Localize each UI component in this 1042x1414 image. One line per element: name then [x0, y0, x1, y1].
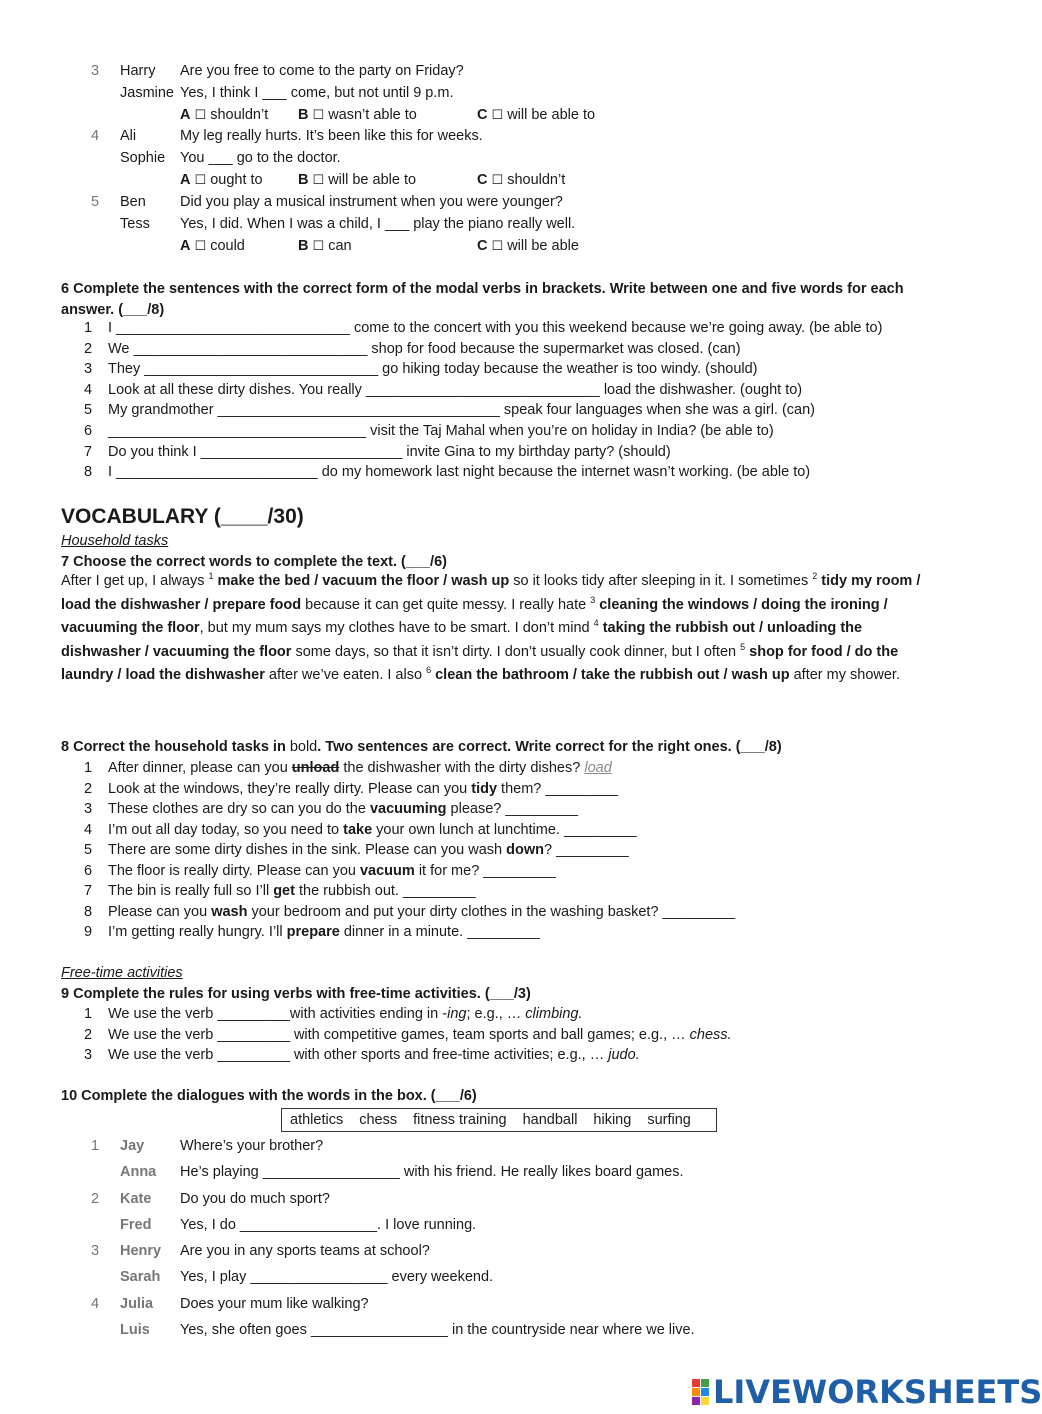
- checkbox-icon[interactable]: ☐: [491, 172, 504, 187]
- checkbox-icon[interactable]: ☐: [312, 107, 325, 122]
- option-letter: B: [298, 107, 309, 123]
- dialogue-number: 4: [91, 1296, 100, 1312]
- dialogue-line[interactable]: Yes, I play _________________ every weekend.: [180, 1269, 494, 1285]
- sentence-end: come to the concert with you this weekend because we’re going away. (be able to): [353, 320, 883, 336]
- item-number: 6: [84, 423, 93, 439]
- sentence-end[interactable]: them? _________: [497, 780, 618, 797]
- dialogue-line[interactable]: Yes, I do _________________. I love running.: [180, 1217, 477, 1233]
- choice-options[interactable]: make the bed / vacuum the floor / wash up: [213, 573, 510, 589]
- bold-task: vacuum: [359, 862, 415, 879]
- bold-task: vacuuming: [369, 801, 447, 817]
- option-text: could: [210, 238, 245, 254]
- word-box-item: chess: [359, 1112, 398, 1128]
- sentence: [108, 822, 637, 838]
- text-segment: after my shower.: [789, 667, 900, 683]
- sentence-end: invite Gina to my birthday party? (should): [406, 443, 671, 460]
- sentence: [108, 924, 540, 940]
- checkbox-icon[interactable]: ☐: [491, 238, 504, 253]
- text-segment: some days, so that it isn’t dirty. I don’t usually cook dinner, but I often: [291, 643, 741, 660]
- item-number: 5: [84, 402, 93, 419]
- item-number: 9: [84, 924, 93, 940]
- sentence-end: do my homework last night because the internet wasn’t working. (be able to): [321, 464, 811, 481]
- sentence-end[interactable]: it for me? _________: [414, 862, 556, 879]
- item-number: 1: [84, 1006, 93, 1022]
- word-box-item: athletics: [290, 1112, 344, 1128]
- sentence-end: speak four languages when she was a girl. (can): [503, 402, 816, 419]
- option-b[interactable]: [298, 238, 352, 254]
- sentence-start: I’m getting really hungry. I’ll: [108, 924, 287, 940]
- example-word: climbing.: [525, 1006, 583, 1022]
- sentence: [108, 464, 810, 480]
- sentence: [108, 781, 618, 797]
- rule-mid: ; e.g., …: [466, 1006, 526, 1022]
- item-number: 1: [84, 320, 93, 336]
- rule-start: We use the verb _________with activities ending in -: [108, 1006, 448, 1022]
- dialogue-line: Where’s your brother?: [180, 1138, 324, 1154]
- speaker-name: Harry: [120, 63, 156, 79]
- text-segment: because it can get quite messy. I really hate: [301, 596, 591, 613]
- item-number: 6: [84, 862, 93, 879]
- sentence: [108, 801, 578, 817]
- answer-blank[interactable]: _____________________________: [361, 381, 604, 398]
- dialogue-line: Does your mum like walking?: [180, 1296, 369, 1312]
- speaker-name: Anna: [120, 1164, 157, 1180]
- sentence-start: Look at all these dirty dishes. You really: [108, 381, 362, 398]
- option-text: wasn’t able to: [328, 107, 417, 123]
- exercise-10-title: 10 Complete the dialogues with the words in the box. (___/6): [61, 1088, 477, 1104]
- option-a[interactable]: [180, 238, 245, 254]
- option-b[interactable]: [298, 107, 417, 123]
- option-b[interactable]: [298, 172, 416, 188]
- sentence-start: I’m out all day today, so you need to: [108, 821, 344, 838]
- gap-number: 2: [812, 571, 818, 582]
- subheading-household: Household tasks: [61, 533, 169, 549]
- speaker-name: Kate: [120, 1191, 152, 1207]
- text-segment: , but my mum says my clothes have to be smart. I don’t mind: [199, 620, 594, 636]
- exercise-9-title: 9 Complete the rules for using verbs with free-time activities. (___/3): [61, 986, 531, 1002]
- sentence-end: go hiking today because the weather is too windy. (should): [382, 361, 758, 378]
- answer-blank[interactable]: _____________________________: [140, 361, 383, 378]
- checkbox-icon[interactable]: ☐: [194, 107, 207, 122]
- answer-blank[interactable]: _________________________: [112, 464, 322, 481]
- sentence-start: The bin is really full so I’ll: [108, 883, 274, 899]
- sentence-end: shop for food because the supermarket was closed. (can): [371, 340, 741, 357]
- item-number: 3: [84, 361, 93, 378]
- option-text: can: [328, 238, 352, 254]
- dialogue-line: Are you free to come to the party on Friday?: [180, 63, 464, 79]
- title-part: bold: [289, 739, 318, 755]
- word-box-item: handball: [522, 1112, 578, 1128]
- choice-options[interactable]: taking the rubbish out / unloading the dishwasher / vacuuming the floor: [61, 620, 863, 660]
- choice-options[interactable]: clean the bathroom / take the rubbish out / wash up: [431, 667, 790, 683]
- bold-task: prepare: [286, 924, 340, 940]
- sentence-start: The floor is really dirty. Please can you: [108, 862, 360, 879]
- checkbox-icon[interactable]: ☐: [491, 107, 504, 122]
- item-number: 4: [84, 821, 93, 838]
- option-letter: B: [298, 172, 309, 188]
- sentence-start: These clothes are dry so can you do the: [108, 801, 370, 817]
- item-number: 2: [84, 340, 93, 357]
- option-letter: A: [180, 238, 191, 254]
- item-number: 3: [84, 1047, 93, 1063]
- option-letter: A: [180, 107, 191, 123]
- speaker-name: Julia: [120, 1296, 154, 1312]
- item-number: 1: [84, 760, 93, 776]
- sentence: [108, 842, 629, 858]
- option-letter: A: [180, 172, 191, 188]
- speaker-name: Jay: [120, 1138, 145, 1154]
- sentence-end[interactable]: your own lunch at lunchtime. _________: [372, 821, 637, 838]
- dialogue-line: Yes, I think I ___ come, but not until 9 p.m.: [180, 85, 454, 101]
- sentence: [108, 904, 735, 920]
- logo-text: LIVEWORKSHEETS: [713, 1373, 1042, 1411]
- rule-sentence[interactable]: [108, 1027, 732, 1043]
- item-number: 5: [84, 842, 93, 858]
- text-segment: so it looks tidy after sleeping in it. I sometimes: [509, 573, 813, 589]
- item-number: 7: [84, 883, 93, 899]
- answer-blank[interactable]: _____________________________: [112, 320, 354, 336]
- item-number: 7: [84, 443, 93, 460]
- dialogue-line[interactable]: He’s playing _________________ with his friend. He really likes board games.: [180, 1164, 684, 1180]
- rule-sentence[interactable]: [108, 1047, 640, 1063]
- sentence-start: Look at the windows, they’re really dirty. Please can you: [108, 780, 472, 797]
- option-letter: C: [477, 107, 488, 123]
- sentence-start: I: [108, 320, 113, 336]
- speaker-name: Fred: [120, 1217, 152, 1233]
- sentence: [108, 883, 476, 899]
- gap-number: 4: [593, 618, 599, 629]
- item-number: 8: [84, 903, 93, 920]
- dialogue-line: Are you in any sports teams at school?: [180, 1243, 430, 1259]
- exercise-7-title: 7 Choose the correct words to complete the text. (___/6): [61, 554, 447, 570]
- sentence: [108, 444, 671, 460]
- sentence: [108, 423, 774, 439]
- exercise-7-text: [61, 570, 939, 688]
- option-c[interactable]: [477, 238, 579, 254]
- option-letter: C: [477, 238, 488, 254]
- gap-number: 6: [426, 665, 432, 676]
- rule-italic: ing: [447, 1006, 467, 1022]
- option-text: shouldn’t: [210, 107, 269, 123]
- title-part: 8 Correct the household tasks in: [61, 739, 290, 755]
- option-text: ought to: [210, 172, 263, 188]
- choice-options[interactable]: shop for food / do the laundry / load the dishwasher: [61, 643, 899, 683]
- dialogue-line: Yes, I did. When I was a child, I ___ play the piano really well.: [180, 216, 576, 232]
- sentence-start: I: [108, 464, 113, 481]
- item-number: 2: [84, 780, 93, 797]
- sentence-end: load the dishwasher. (ought to): [603, 381, 803, 398]
- subheading-free-time: Free-time activities: [61, 965, 183, 981]
- gap-number: 3: [590, 594, 596, 605]
- speaker-name: Sarah: [120, 1269, 161, 1285]
- liveworksheets-logo: [692, 1373, 1042, 1411]
- bold-task: get: [273, 883, 295, 899]
- question-number: 5: [91, 194, 100, 210]
- dialogue-line[interactable]: Yes, she often goes _________________ in the countryside near where we live.: [180, 1322, 695, 1338]
- sentence-start: Do you think I: [108, 443, 197, 460]
- sentence-start: They: [108, 361, 141, 378]
- sentence: [108, 361, 758, 377]
- checkbox-icon[interactable]: ☐: [194, 172, 207, 187]
- speaker-name: Ali: [120, 128, 137, 144]
- sentence-end[interactable]: the rubbish out. _________: [294, 883, 476, 899]
- option-a[interactable]: [180, 172, 263, 188]
- text-segment: After I get up, I always: [61, 573, 209, 589]
- sentence-end[interactable]: the dishwasher with the dirty dishes?: [339, 760, 585, 776]
- item-number: 2: [84, 1026, 93, 1043]
- speaker-name: Luis: [120, 1322, 150, 1338]
- speaker-name: Jasmine: [120, 85, 174, 101]
- dialogue-number: 1: [91, 1138, 100, 1154]
- option-a[interactable]: [180, 107, 268, 123]
- speaker-name: Sophie: [120, 150, 166, 166]
- sentence: [108, 341, 741, 357]
- sentence-start: There are some dirty dishes in the sink. Please can you wash: [108, 842, 507, 858]
- sentence-start: My grandmother: [108, 402, 214, 419]
- sentence-end[interactable]: your bedroom and put your dirty clothes in the washing basket? _________: [247, 903, 736, 920]
- sentence: [108, 320, 882, 336]
- vocabulary-heading: VOCABULARY (____/30): [61, 505, 304, 528]
- dialogue-line: Did you play a musical instrument when you were younger?: [180, 194, 563, 210]
- word-box: [281, 1108, 717, 1132]
- example-answer: load: [584, 760, 612, 776]
- sentence: [108, 382, 802, 398]
- word-box-item: fitness training: [413, 1112, 507, 1128]
- example-word: chess.: [689, 1026, 732, 1043]
- answer-blank[interactable]: ___________________________________: [213, 402, 504, 419]
- bold-task: down: [506, 842, 545, 858]
- sentence: [108, 402, 815, 418]
- sentence: [108, 760, 612, 776]
- dialogue-line: My leg really hurts. It’s been like this for weeks.: [180, 128, 483, 144]
- item-number: 4: [84, 381, 93, 398]
- answer-blank[interactable]: _________________________: [196, 443, 407, 460]
- checkbox-icon[interactable]: ☐: [312, 238, 325, 253]
- question-number: 3: [91, 63, 100, 79]
- option-c[interactable]: [477, 107, 595, 123]
- title-part: . Two sentences are correct. Write correct for the right ones. (___/8): [317, 739, 782, 755]
- logo-blocks-icon: [692, 1379, 709, 1405]
- answer-blank[interactable]: _____________________________: [129, 340, 372, 357]
- example-word: judo.: [608, 1047, 640, 1063]
- rule-sentence[interactable]: [108, 1006, 583, 1022]
- sentence: [108, 863, 556, 879]
- bold-task: tidy: [471, 780, 498, 797]
- text-segment: after we’ve eaten. I also: [264, 667, 427, 683]
- sentence-start: After dinner, please can you: [108, 760, 292, 776]
- choice-options[interactable]: cleaning the windows / doing the ironing / vacuuming the floor: [61, 596, 888, 636]
- option-letter: C: [477, 172, 488, 188]
- checkbox-icon[interactable]: ☐: [312, 172, 325, 187]
- choice-options[interactable]: tidy my room / load the dishwasher / prepare food: [61, 573, 921, 613]
- sentence-start: Please can you: [108, 903, 212, 920]
- word-box-item: surfing: [647, 1112, 691, 1128]
- bold-task: unload: [291, 760, 340, 776]
- gap-number: 1: [208, 571, 214, 582]
- option-text: will be able: [507, 238, 579, 254]
- dialogue-line: Do you do much sport?: [180, 1191, 330, 1207]
- dialogue-number: 3: [91, 1243, 100, 1259]
- option-text: shouldn’t: [507, 172, 566, 188]
- speaker-name: Tess: [120, 216, 150, 232]
- option-text: will be able to: [328, 172, 417, 188]
- rule-start: We use the verb _________ with other sports and free-time activities; e.g., …: [108, 1047, 609, 1063]
- option-c[interactable]: [477, 172, 565, 188]
- option-text: will be able to: [507, 107, 596, 123]
- sentence-end[interactable]: dinner in a minute. _________: [339, 924, 540, 940]
- option-letter: B: [298, 238, 309, 254]
- speaker-name: Henry: [120, 1243, 162, 1259]
- item-number: 3: [84, 801, 93, 817]
- rule-start: We use the verb _________ with competitive games, team sports and ball games; e.g., …: [108, 1026, 690, 1043]
- item-number: 8: [84, 464, 93, 481]
- exercise-6-title: 6 Complete the sentences with the correct form of the modal verbs in brackets. Write between one and five words for each: [61, 281, 904, 297]
- word-box-item: hiking: [593, 1112, 632, 1128]
- bold-task: take: [343, 821, 373, 838]
- checkbox-icon[interactable]: ☐: [194, 238, 207, 253]
- sentence-start: We: [108, 340, 130, 357]
- bold-task: wash: [211, 903, 248, 920]
- answer-blank[interactable]: ________________________________: [108, 423, 371, 439]
- sentence-end[interactable]: ? _________: [544, 842, 629, 858]
- speaker-name: Ben: [120, 194, 146, 210]
- question-number: 4: [91, 128, 100, 144]
- sentence-end[interactable]: please? _________: [446, 801, 578, 817]
- dialogue-line: You ___ go to the doctor.: [180, 150, 341, 166]
- exercise-8-title: [61, 739, 782, 755]
- sentence-end: visit the Taj Mahal when you’re on holiday in India? (be able to): [370, 423, 774, 439]
- dialogue-number: 2: [91, 1191, 100, 1207]
- gap-number: 5: [740, 641, 746, 652]
- exercise-6-title-cont: answer. (___/8): [61, 302, 165, 318]
